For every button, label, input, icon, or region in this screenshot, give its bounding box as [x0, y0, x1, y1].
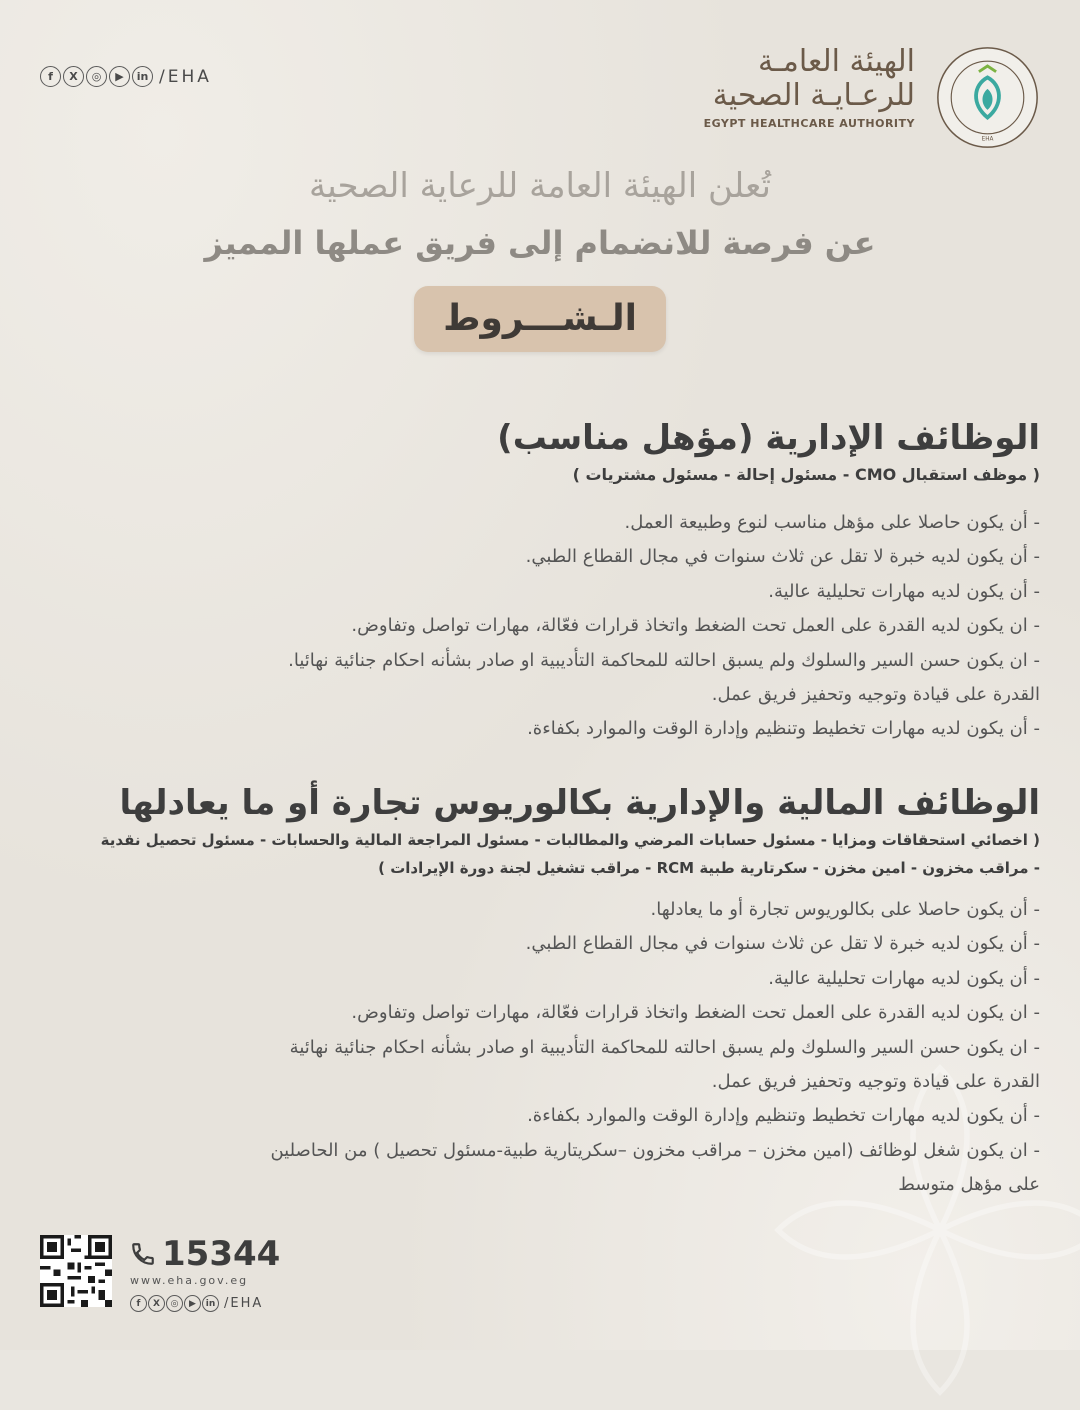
requirements-list	[40, 893, 1040, 1203]
social-bar-bottom	[130, 1295, 280, 1312]
website-link[interactable]: www.eha.gov.eg	[130, 1274, 249, 1287]
section-title: الوظائف المالية والإدارية بكالوريوس تجارة أو ما يعادلها	[119, 783, 1040, 823]
hotline-number: 15344	[162, 1234, 281, 1274]
conditions-heading: الـشـــروط	[414, 286, 666, 352]
org-name	[704, 45, 915, 130]
requirement-item: على مؤهل متوسط	[898, 1174, 1040, 1196]
requirement-item: - ان يكون حسن السير والسلوك ولم يسبق احالته للمحاكمة التأديبية او صادر بشأنه احكام جنائية نهائيا.	[288, 649, 1040, 671]
phone-icon	[130, 1241, 156, 1267]
section-subtitle: ( اخصائي استحقاقات ومزايا - مسئول حسابات المرضي والمطالبات - مسئول المراجعة المالية والحسابات - مسئول تحصيل نقدية	[100, 831, 1040, 849]
social-handle: /EHA	[224, 1296, 264, 1311]
requirement-item: - ان يكون لديه القدرة على العمل تحت الضغط واتخاذ قرارات فعّالة، مهارات تواصل وتفاوض.	[351, 1002, 1040, 1024]
x-icon[interactable]: X	[63, 66, 84, 87]
requirement-item: - أن يكون حاصلا على مؤهل مناسب لنوع وطبيعة العمل.	[624, 512, 1040, 533]
facebook-icon[interactable]: f	[40, 66, 61, 87]
qr-code[interactable]	[40, 1235, 112, 1307]
footer-contact	[130, 1236, 280, 1312]
hotline[interactable]	[130, 1236, 280, 1272]
linkedin-icon[interactable]: in	[202, 1295, 219, 1312]
org-name-arabic-line1: الهيئة العامـة	[757, 44, 915, 79]
requirement-item: - أن يكون لديه خبرة لا تقل عن ثلاث سنوات في مجال القطاع الطبي.	[525, 933, 1040, 955]
requirement-item: - أن يكون لديه مهارات تخطيط وتنظيم وإدارة الوقت والموارد بكفاءة.	[527, 1105, 1040, 1127]
eha-seal-icon	[935, 45, 1040, 150]
section-title: الوظائف الإدارية (مؤهل مناسب)	[497, 418, 1040, 458]
instagram-icon[interactable]: ◎	[86, 66, 107, 87]
instagram-icon[interactable]: ◎	[166, 1295, 183, 1312]
requirements-list	[40, 506, 1040, 747]
announcement-line1: تُعلن الهيئة العامة للرعاية الصحية	[309, 166, 771, 206]
svg-text:EHA: EHA	[981, 136, 994, 143]
announcement-line2: عن فرصة للانضمام إلى فريق عملها المميز	[204, 224, 876, 262]
requirement-item: - ان يكون شغل لوظائف (امين مخزن – مراقب مخزون –سكريتارية طبية-مسئول تحصيل ) من الحاصلين	[270, 1139, 1040, 1161]
section-subtitle: ( موظف استقبال CMO - مسئول إحالة - مسئول مشتريات )	[572, 465, 1040, 484]
requirement-item: القدرة على قيادة وتوجيه وتحفيز فريق عمل.	[711, 1071, 1040, 1093]
requirement-item: - ان يكون لديه القدرة على العمل تحت الضغط واتخاذ قرارات فعّالة، مهارات تواصل وتفاوض.	[351, 615, 1040, 637]
section-administrative-jobs	[40, 416, 1040, 747]
requirement-item: - أن يكون حاصلا على بكالوريوس تجارة أو ما يعادلها.	[650, 899, 1040, 920]
section-financial-admin-jobs	[40, 781, 1040, 1203]
x-icon[interactable]: X	[148, 1295, 165, 1312]
requirement-item: - أن يكون لديه مهارات تحليلية عالية.	[768, 580, 1040, 602]
facebook-icon[interactable]: f	[130, 1295, 147, 1312]
requirement-item: القدرة على قيادة وتوجيه وتحفيز فريق عمل.	[711, 684, 1040, 706]
linkedin-icon[interactable]: in	[132, 66, 153, 87]
org-name-english: EGYPT HEALTHCARE AUTHORITY	[703, 117, 915, 130]
requirement-item: - أن يكون لديه مهارات تخطيط وتنظيم وإدارة الوقت والموارد بكفاءة.	[527, 718, 1040, 740]
social-handle: /EHA	[159, 66, 212, 87]
eha-logo	[570, 45, 1040, 145]
social-bar-top	[40, 66, 212, 87]
requirement-item: - أن يكون لديه مهارات تحليلية عالية.	[768, 967, 1040, 989]
youtube-icon[interactable]: ▶	[109, 66, 130, 87]
youtube-icon[interactable]: ▶	[184, 1295, 201, 1312]
requirement-item: - ان يكون حسن السير والسلوك ولم يسبق احالته للمحاكمة التأديبية او صادر بشأنه احكام جنائية نهائية	[289, 1036, 1040, 1058]
section-subtitle: - مراقب مخزون - امين مخزن - سكرتارية طبية RCM - مراقب تشغيل لجنة دورة الإيرادات )	[378, 859, 1040, 877]
requirement-item: - أن يكون لديه خبرة لا تقل عن ثلاث سنوات في مجال القطاع الطبي.	[525, 546, 1040, 568]
org-name-arabic-line2: للرعـايـة الصحية	[712, 78, 915, 113]
